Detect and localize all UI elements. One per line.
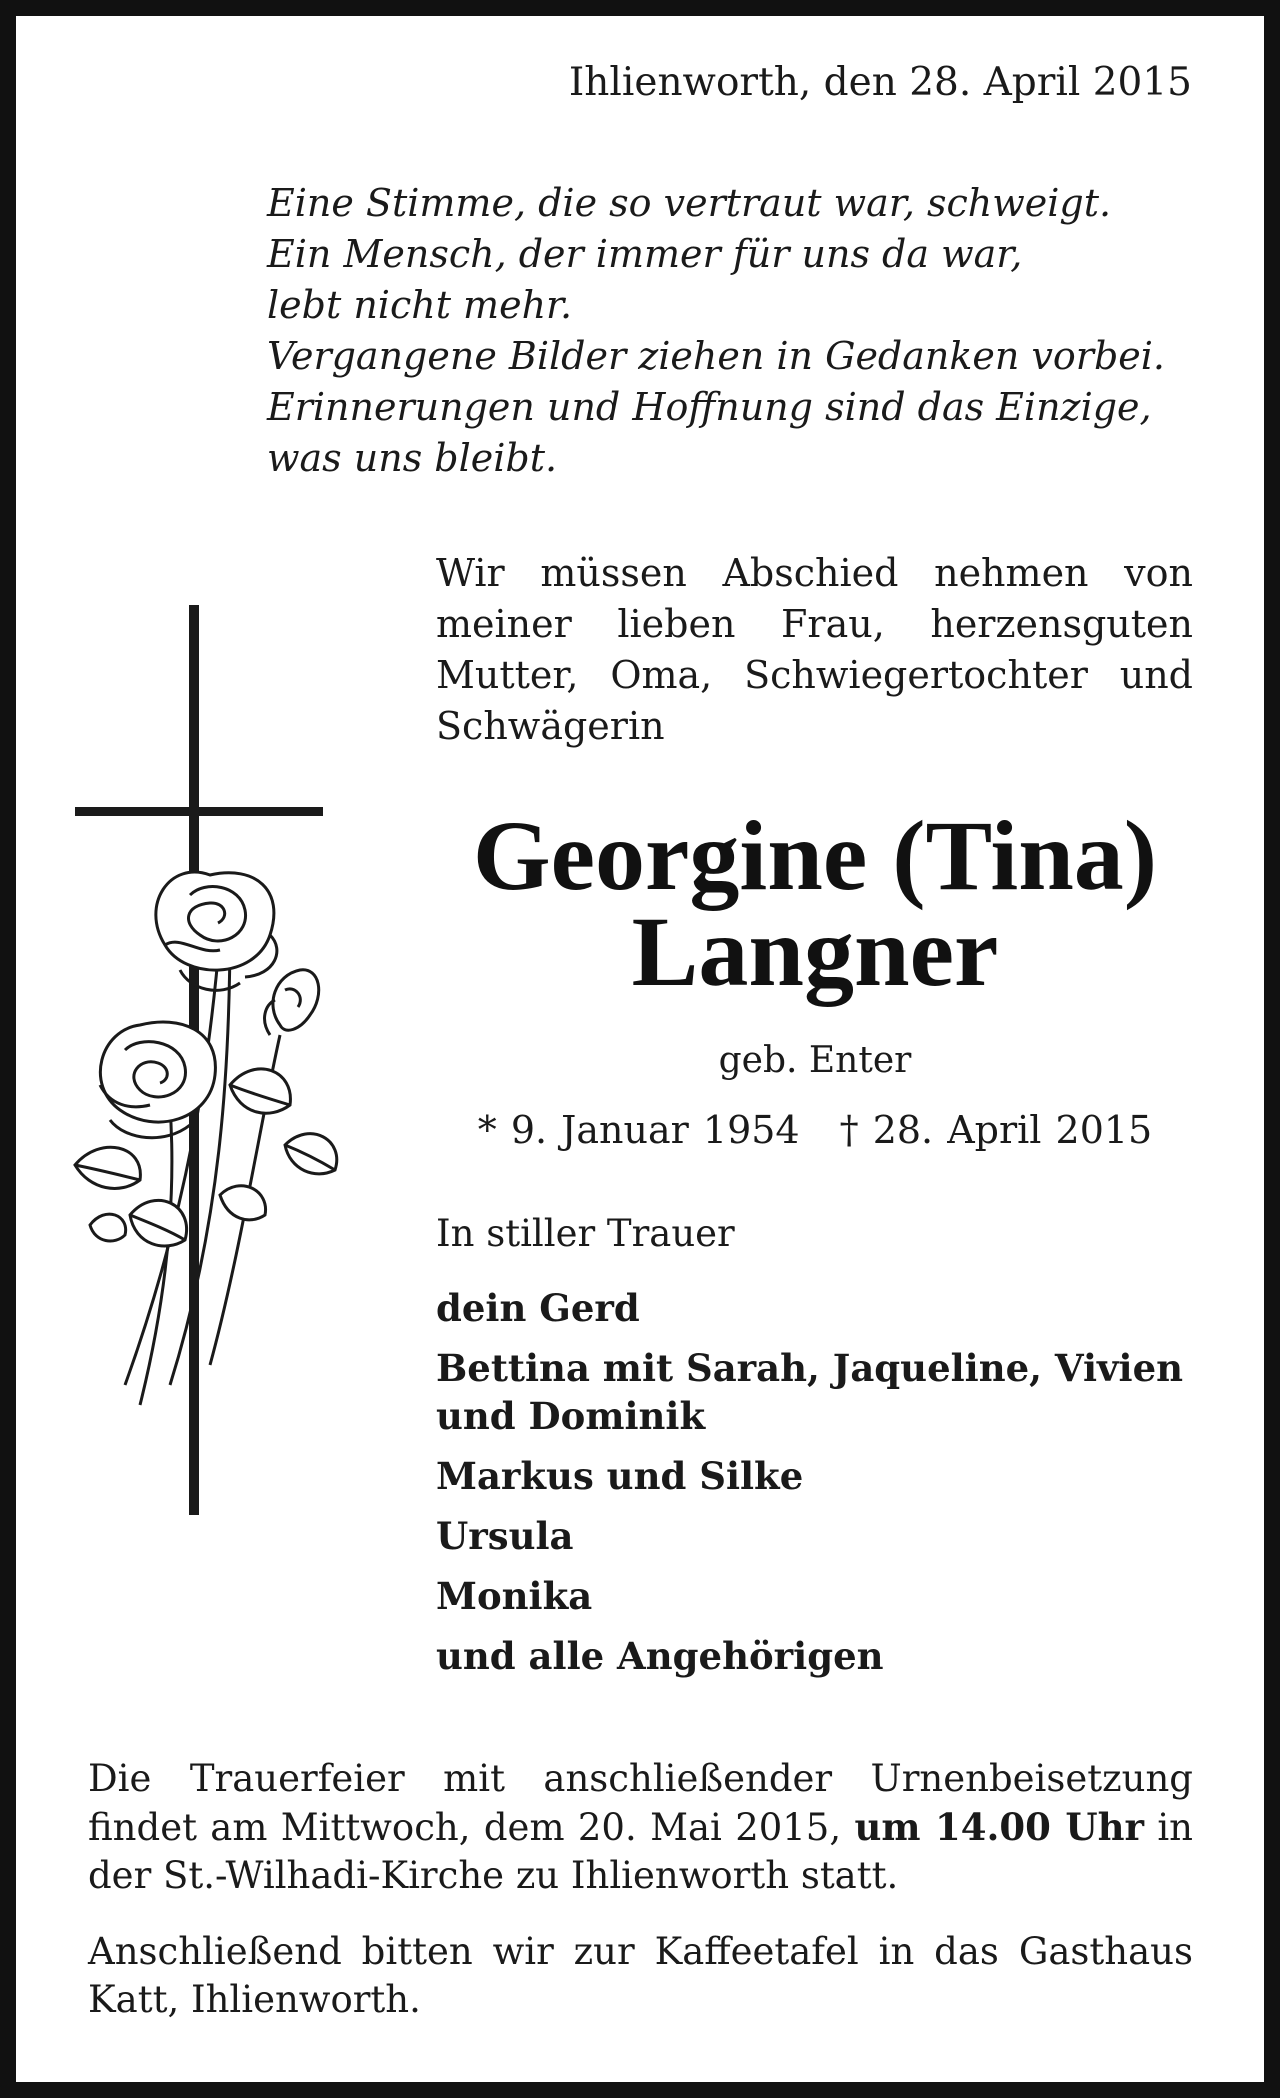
deceased-name: [420, 800, 1210, 1007]
mourner-line: Bettina mit Sarah, Jaqueline, Vivien: [436, 1346, 1184, 1390]
mourner-line: und Dominik: [436, 1394, 706, 1438]
farewell-text: [436, 548, 1193, 752]
farewell-line: Schwägerin: [436, 704, 665, 748]
reception-notice: [88, 1928, 1193, 2024]
poem-line: lebt nicht mehr.: [267, 283, 573, 327]
poem-line: Erinnerungen und Hoffnung sind das Einzige,: [267, 385, 1152, 429]
mourner-entry: Monika: [436, 1574, 593, 1618]
place-date: Ihlienworth, den 28. April 2015: [568, 60, 1192, 105]
reception-line: Katt, Ihlienworth.: [88, 1978, 421, 2021]
mourner-entry: [436, 1344, 1183, 1440]
farewell-line: meiner lieben Frau, herzensguten: [436, 602, 1193, 646]
mourner-entry: Markus und Silke: [436, 1454, 804, 1498]
service-line: der St.-Wilhadi-Kirche zu Ihlienworth statt.: [88, 1854, 899, 1897]
birth-date: * 9. Januar 1954: [477, 1108, 800, 1152]
poem-line: Eine Stimme, die so vertraut war, schweigt.: [267, 181, 1112, 225]
mourner-entry: und alle Angehörigen: [436, 1634, 884, 1678]
poem-line: Vergangene Bilder ziehen in Gedanken vorbei.: [267, 334, 1166, 378]
service-line: [88, 1803, 1193, 1852]
death-date: † 28. April 2015: [839, 1108, 1153, 1152]
life-dates: [420, 1108, 1210, 1152]
deceased-name-line2: Langner: [631, 896, 999, 1007]
reception-line: Anschließend bitten wir zur Kaffeetafel in das Gasthaus: [88, 1930, 1193, 1973]
funeral-service-notice: [88, 1755, 1193, 1900]
mourners-list: [436, 1284, 1183, 1692]
poem-line: was uns bleibt.: [267, 436, 558, 480]
poem: [267, 178, 1165, 484]
farewell-line: Mutter, Oma, Schwiegertochter und: [436, 653, 1193, 697]
mourning-heading: In stiller Trauer: [436, 1212, 735, 1255]
cross-with-roses-icon: [70, 605, 350, 1525]
mourner-entry: Ursula: [436, 1514, 574, 1558]
birth-name: geb. Enter: [718, 1040, 912, 1081]
mourner-entry: dein Gerd: [436, 1286, 640, 1330]
farewell-line: Wir müssen Abschied nehmen von: [436, 551, 1193, 595]
poem-line: Ein Mensch, der immer für uns da war,: [267, 232, 1023, 276]
deceased-name-line1: Georgine (Tina): [472, 800, 1158, 911]
service-line: Die Trauerfeier mit anschließender Urnenbeisetzung: [88, 1757, 1193, 1800]
service-time: um 14.00 Uhr: [854, 1805, 1144, 1849]
service-line-text: in: [1143, 1806, 1193, 1849]
service-line-text: findet am Mittwoch, dem 20. Mai 2015,: [88, 1806, 855, 1849]
